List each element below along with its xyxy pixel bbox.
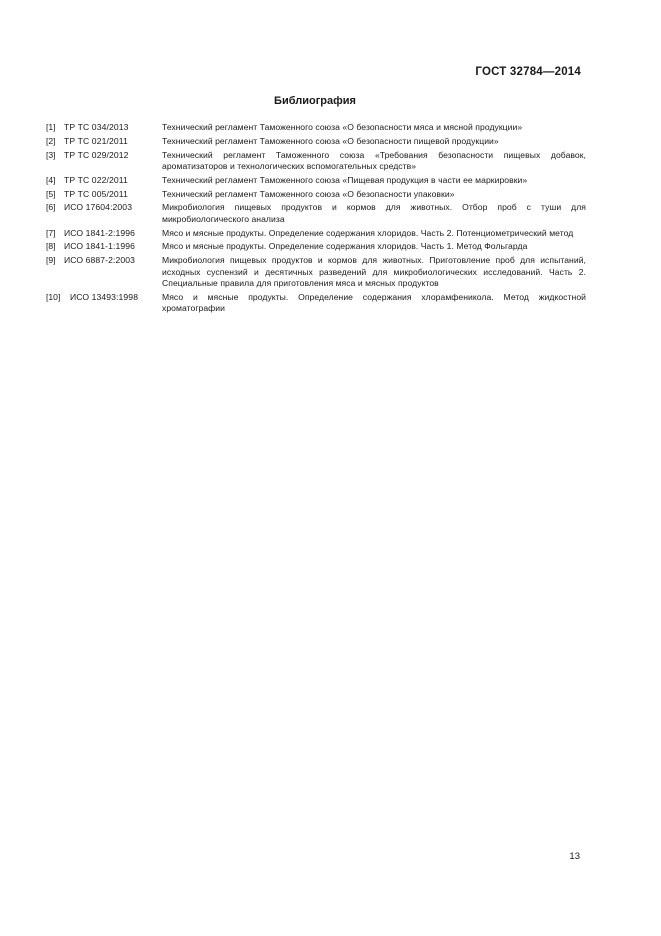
entry-number: [3] (46, 149, 56, 160)
bibliography-list (46, 122, 586, 317)
bibliography-entry (46, 175, 586, 186)
entry-text: Микробиология пищевых продуктов и кормов для животных. Отбор проб с туши для микробиологического анализа (162, 202, 586, 224)
entry-code: ТР ТС 021/2011 (64, 135, 128, 146)
entry-text: Технический регламент Таможенного союза «О безопасности пищевой продукции» (162, 135, 499, 146)
entry-text: Мясо и мясные продукты. Определение содержания хлорамфеникола. Метод жидкостной хроматографии (162, 291, 586, 314)
bibliography-entry (46, 228, 586, 239)
entry-text: Технический регламент Таможенного союза «Пищевая продукция в части ее маркировки» (162, 174, 528, 185)
entry-code: ТР ТС 034/2013 (64, 122, 129, 132)
bibliography-entry (46, 202, 586, 225)
entry-number: [10] (46, 291, 61, 302)
bibliography-entry (46, 136, 586, 147)
bibliography-entry (46, 255, 586, 289)
entry-text: Технический регламент Таможенного союза «Требования безопасности пищевых добавок, ароматизаторов и технологических вспомогательных средств» (162, 149, 586, 171)
page-number: 13 (569, 851, 580, 862)
entry-number: [8] (46, 241, 56, 252)
document-code: ГОСТ 32784—2014 (475, 66, 581, 78)
bibliography-entry (46, 122, 586, 133)
entry-code: ИСО 1841-2:1996 (64, 227, 136, 238)
entry-code: ТР ТС 005/2011 (64, 188, 128, 199)
entry-code: ТР ТС 022/2011 (64, 174, 128, 185)
bibliography-entry (46, 189, 586, 200)
entry-number: [1] (46, 122, 56, 132)
entry-number: [7] (46, 227, 56, 238)
entry-code: ИСО 17604:2003 (64, 202, 133, 213)
entry-code: ИСО 6887-2:2003 (64, 255, 136, 266)
bibliography-entry (46, 150, 586, 173)
entry-number: [2] (46, 135, 56, 146)
entry-code: ТР ТС 029/2012 (64, 149, 129, 160)
entry-text: Мясо и мясные продукты. Определение содержания хлоридов. Часть 2. Потенциометрический метод (162, 227, 574, 238)
entry-number: [5] (46, 188, 56, 199)
entry-code: ИСО 13493:1998 (70, 291, 139, 302)
bibliography-entry (46, 241, 586, 252)
entry-number: [4] (46, 174, 56, 185)
entry-text: Технический регламент Таможенного союза «О безопасности мяса и мясной продукции» (162, 122, 523, 132)
entry-text: Мясо и мясные продукты. Определение содержания хлоридов. Часть 1. Метод Фольгарда (162, 241, 528, 252)
entry-text: Технический регламент Таможенного союза «О безопасности упаковки» (162, 188, 455, 199)
bibliography-entry (46, 292, 586, 315)
entry-number: [6] (46, 202, 56, 213)
entry-number: [9] (46, 255, 56, 266)
entry-code: ИСО 1841-1:1996 (64, 241, 136, 252)
section-title: Библиография (274, 95, 356, 107)
entry-text: Микробиология пищевых продуктов и кормов для животных. Приготовление проб для испытаний, исходных суспензий и десятичных разведений для микробиологических исследований. Часть 2. Специальные правила для приготовления мяса и мясных продуктов (162, 255, 586, 288)
